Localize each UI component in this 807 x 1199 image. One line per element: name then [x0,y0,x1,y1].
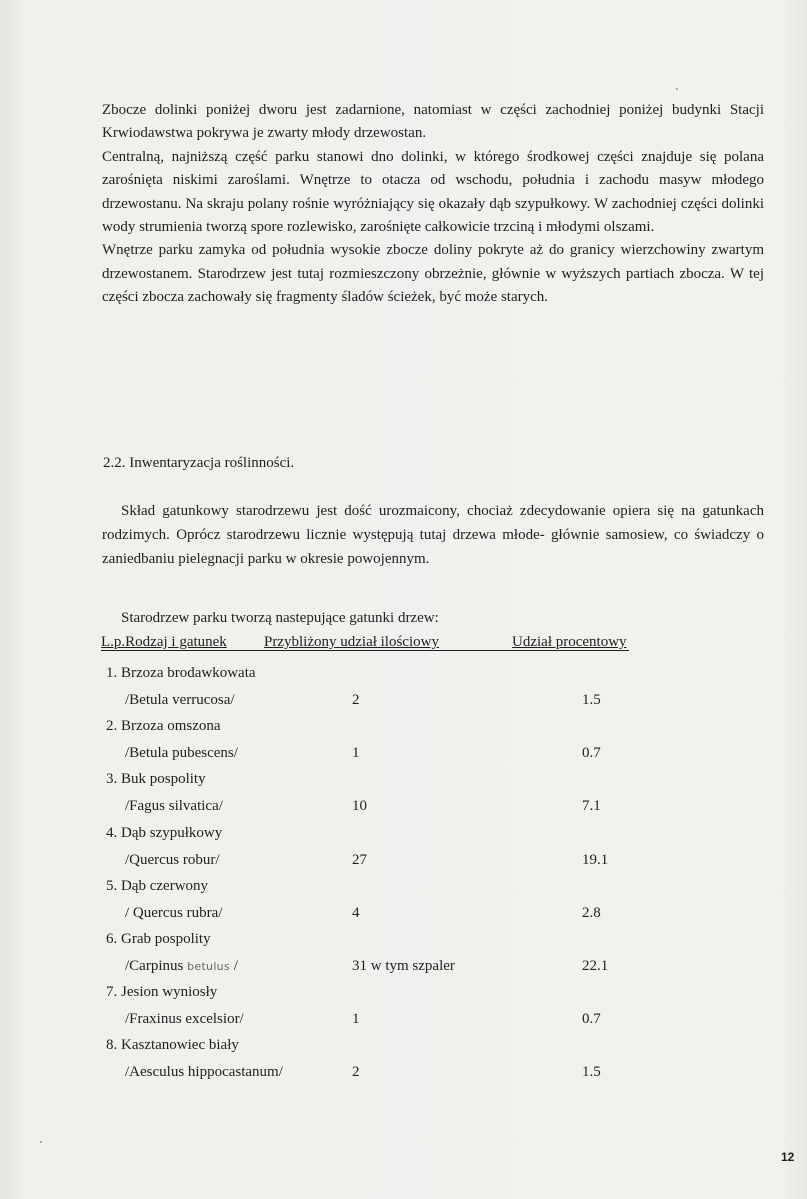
tree-latin-name [125,692,235,709]
handwritten-annotation: betulus [187,960,230,973]
tree-common-name: 2. Brzoza omszona [106,718,221,735]
tree-percent: 0.7 [582,745,601,762]
column-header-species: L.p.Rodzaj i gatunek [101,634,227,650]
tree-common-name: 5. Dąb czerwony [106,877,209,894]
scan-speck [40,1141,42,1143]
tree-quantity: 2 [352,692,360,708]
tree-percent: 1.5 [582,1064,601,1081]
tree-percent: 1.5 [582,692,601,708]
tree-common-name: 4. Dąb szypułkowy [106,824,223,841]
table-header [101,634,631,654]
tree-latin-name [125,1064,283,1081]
tree-latin-name [125,798,223,815]
tree-quantity: 1 [352,1011,360,1028]
tree-latin-name [125,905,222,922]
header-underline [101,650,629,651]
latin-name-text: /Fraxinus excelsior/ [125,1011,244,1028]
scan-speck [676,88,678,90]
tree-latin-name [125,745,238,762]
paragraph: Zbocze dolinki poniżej dworu jest zadarnione, natomiast w części zachodniej poniżej budynki Stacji Krwiodawstwa pokrywa je zwarty młody drzewostan. [102,102,764,142]
latin-name-tail: / [233,958,238,974]
latin-name-text: /Betula verrucosa/ [125,692,235,708]
tree-quantity: 10 [352,798,367,815]
tree-percent: 19.1 [582,851,609,868]
page-number: 12 [781,1150,795,1164]
latin-name-text: /Quercus robur/ [125,851,220,868]
tree-percent: 22.1 [582,958,609,974]
paragraph: Skład gatunkowy starodrzewu jest dość urozmaicony, chociaż zdecydowanie opiera się na gatunkach rodzimych. Oprócz starodrzewu licznie występują tutaj drzewa młode- głównie samosiew, co świadczy o zaniedbaniu pielegnacji parku w okresie powojennym. [102,503,764,567]
tree-common-name: 6. Grab pospolity [106,931,211,947]
tree-percent: 7.1 [582,798,601,815]
section-heading: 2.2. Inwentaryzacja roślinności. [103,455,295,471]
paragraph: Centralną, najniższą część parku stanowi dno dolinki, w którego środkowej części znajduje się polana zarośnięta niskimi zaroślami. Wnętrze to otacza od wschodu, południa i zachodu masyw młodego drzewostanu. Na skraju polany rośnie wyróżniający się okazały dąb szypułkowy. W zachodniej części dolinki wody strumienia tworzą spore rozlewisko, zarośnięte całkowicie trzciną i młodymi olszami. [102,148,764,236]
tree-quantity: 27 [352,851,367,868]
latin-name-text: /Aesculus hippocastanum/ [125,1064,283,1081]
tree-quantity: 2 [352,1064,360,1081]
tree-common-name: 8. Kasztanowiec biały [106,1037,239,1054]
tree-quantity: 1 [352,745,360,762]
tree-percent: 0.7 [582,1011,601,1028]
tree-latin-name [125,1011,244,1028]
tree-percent: 2.8 [582,904,601,921]
tree-common-name: 1. Brzoza brodawkowata [106,665,256,681]
tree-quantity: 4 [352,904,360,921]
latin-name-text: / Quercus rubra/ [125,904,223,921]
tree-common-name: 7. Jesion wyniosły [106,984,218,1001]
tree-latin-name [125,958,238,975]
paragraph: Wnętrze parku zamyka od południa wysokie zbocze doliny pokryte aż do granicy wierzchowiny zwartym drzewostanem. Starodrzew jest tutaj rozmieszczony obrzeżnie, głównie w wyższych partiach zbocza. W tej części zbocza zachowały się fragmenty śladów ścieżek, być może starych. [102,242,764,306]
column-header-percent: Udział procentowy [512,634,627,650]
latin-name-text: /Betula pubescens/ [125,745,238,762]
latin-name-text: /Fagus silvatica/ [125,798,223,815]
column-header-quantity: Przybliżony udział ilościowy [264,634,439,650]
latin-name-text: /Carpinus [125,958,184,974]
body-text-section [102,99,764,310]
table-intro: Starodrzew parku tworzą nastepujące gatunki drzew: [121,610,439,626]
tree-common-name: 3. Buk pospolity [106,771,206,788]
tree-quantity: 31 w tym szpaler [352,958,455,974]
tree-latin-name [125,852,220,869]
